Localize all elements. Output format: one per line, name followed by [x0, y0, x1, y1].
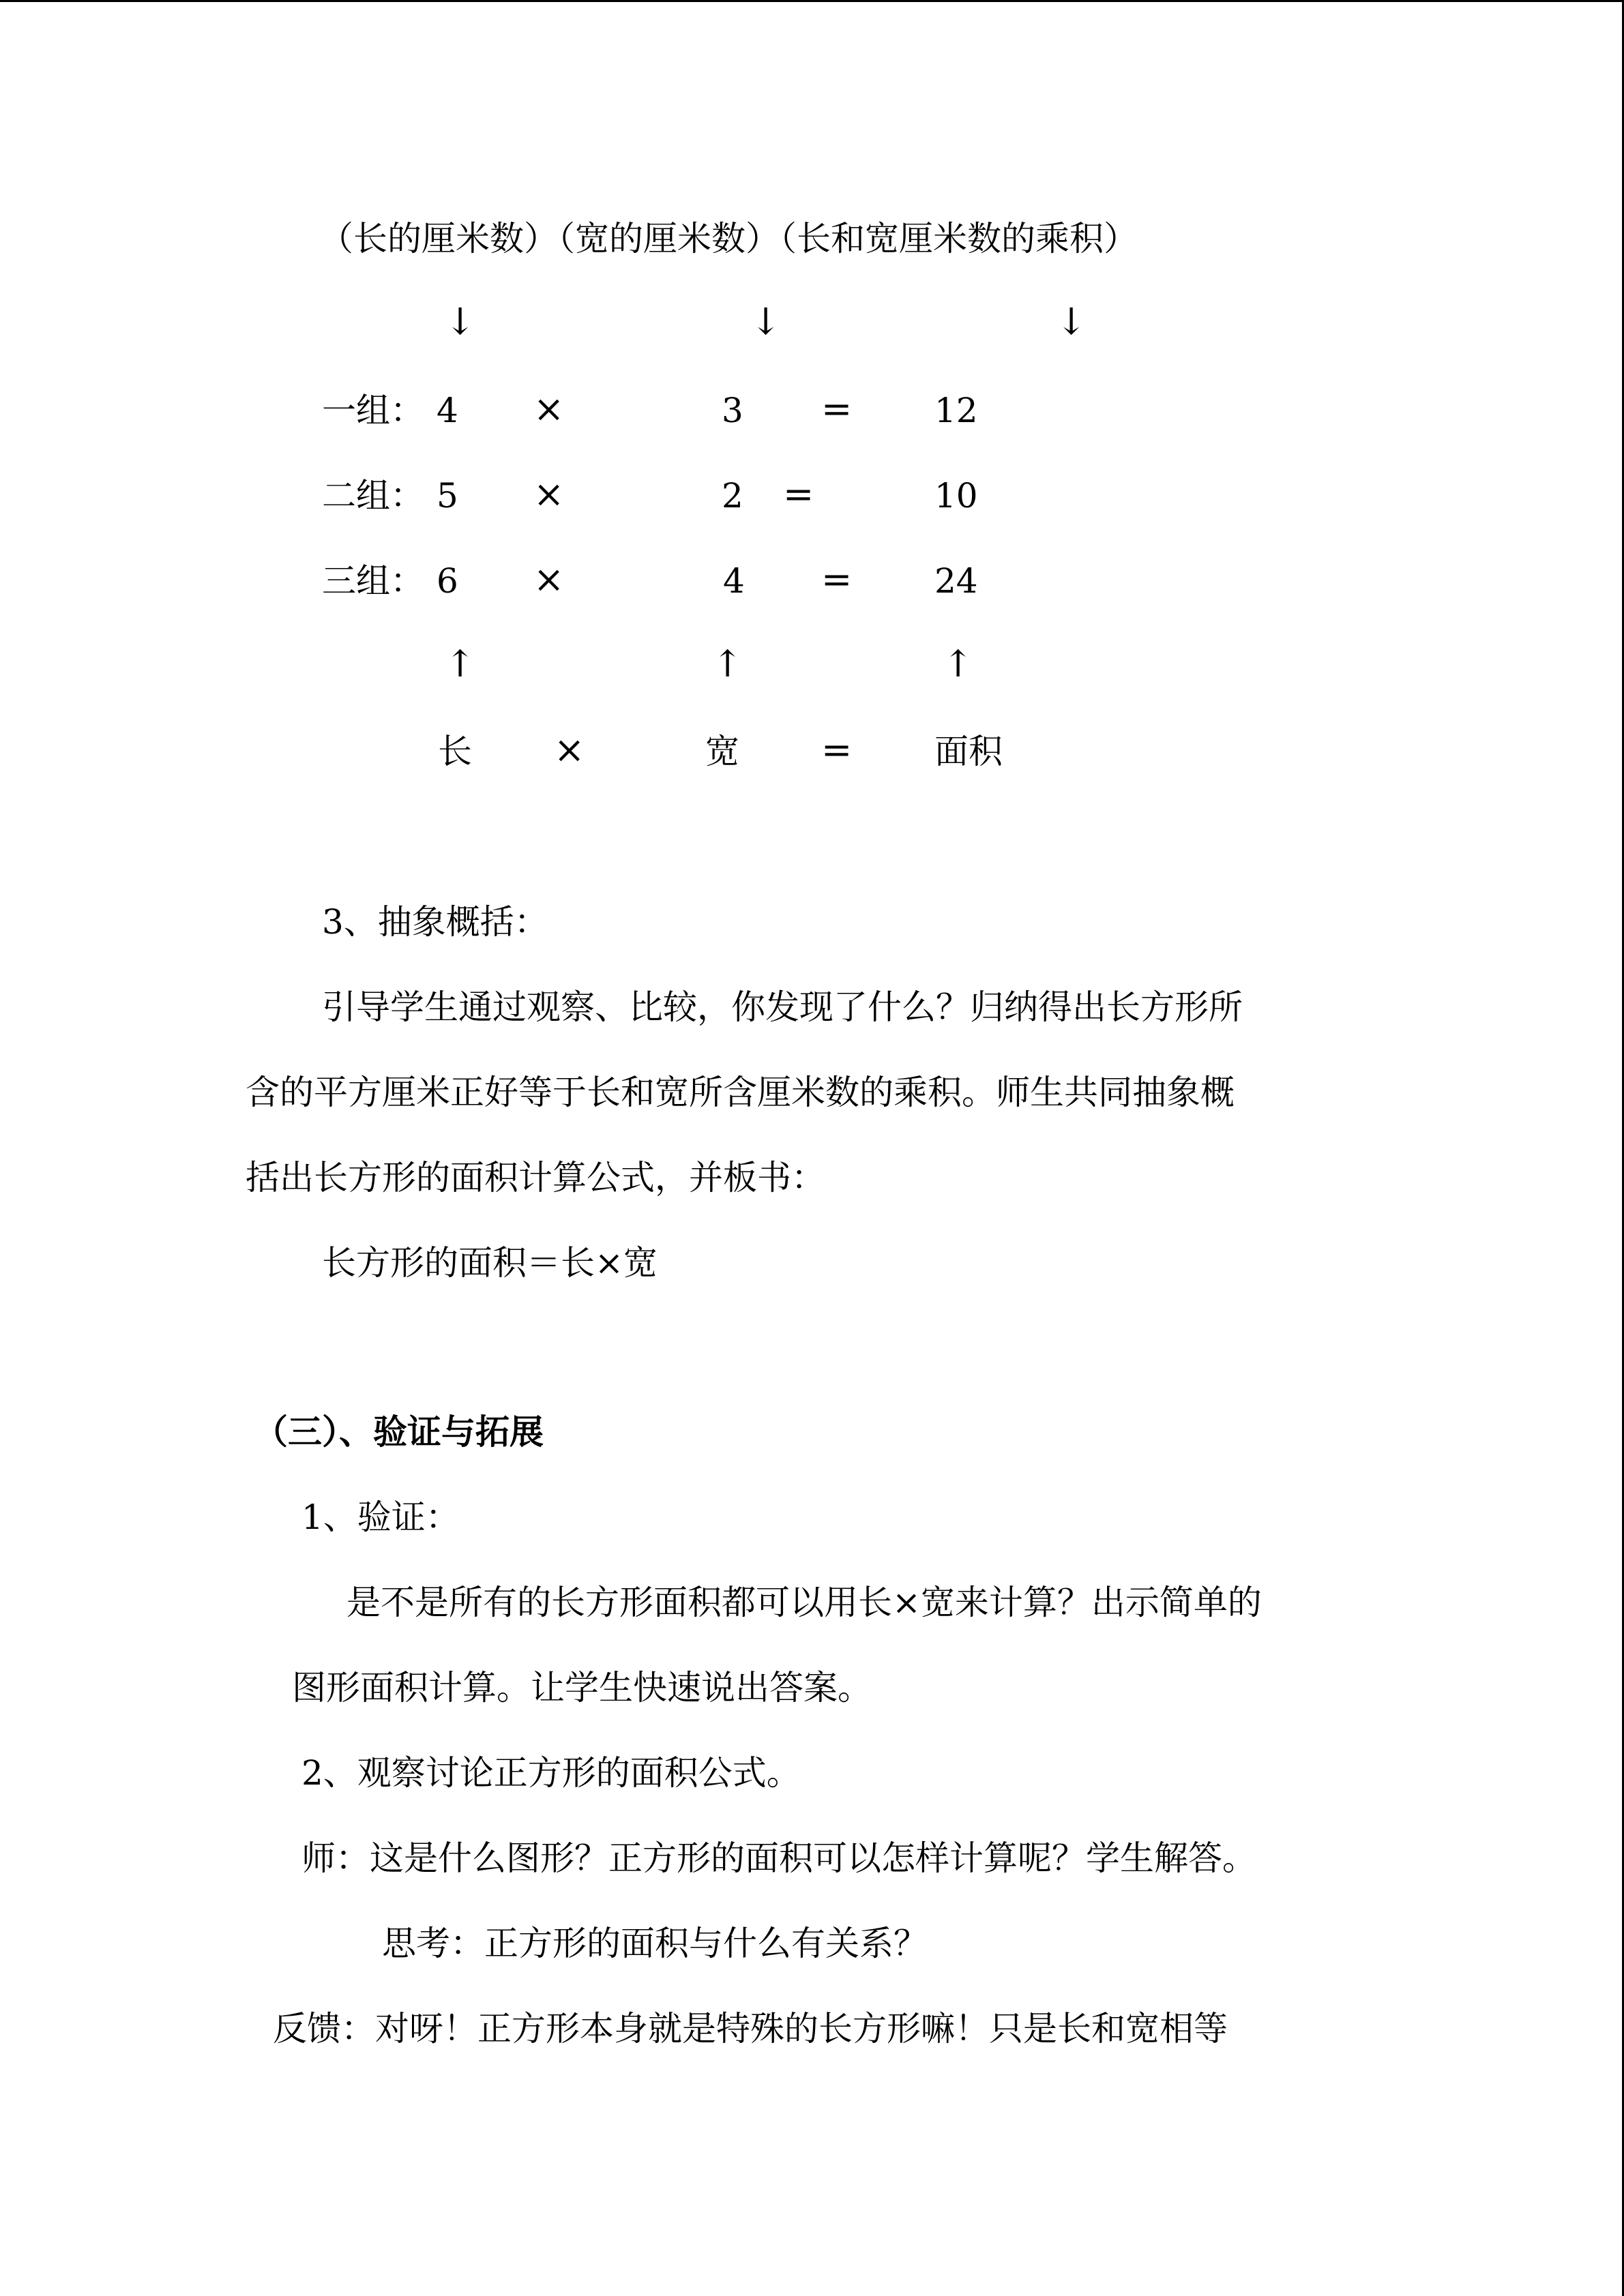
group-width: 4 [723, 561, 745, 601]
times-sign: × [533, 558, 565, 601]
up-arrow-icon: ↑ [445, 642, 476, 685]
down-arrow-icon: ↓ [750, 300, 782, 343]
equals-sign: = [821, 728, 853, 771]
group-label: 二组： [322, 476, 424, 516]
teacher-line: 师：这是什么图形？正方形的面积可以怎样计算呢？学生解答。 [301, 1838, 1256, 1878]
section-heading: （三）、验证与拓展 [254, 1412, 544, 1452]
down-arrow-icon: ↓ [445, 300, 476, 343]
formula-length-word: 长 [438, 732, 472, 771]
up-arrow-icon: ↑ [943, 642, 974, 685]
rectangle-area-formula: 长方形的面积＝长×宽 [322, 1243, 658, 1283]
times-sign: × [554, 728, 585, 771]
column-header-line: （长的厘米数）（宽的厘米数）（长和宽厘米数的乘积） [319, 219, 1138, 258]
group-length: 5 [437, 476, 458, 516]
step3-title: 3、抽象概括： [322, 902, 548, 942]
formula-width-word: 宽 [705, 732, 739, 771]
page-frame-top [0, 0, 1624, 2]
group-width: 3 [722, 391, 743, 430]
formula-area-word: 面积 [934, 732, 1003, 771]
group-label: 三组： [322, 561, 424, 601]
equals-sign: = [821, 558, 853, 601]
group-area: 24 [934, 561, 978, 601]
think-line: 思考：正方形的面积与什么有关系？ [382, 1924, 928, 1963]
equals-sign: = [821, 387, 853, 430]
observe-title: 2、观察讨论正方形的面积公式。 [301, 1753, 801, 1793]
step3-paragraph-line: 引导学生通过观察、比较，你发现了什么？归纳得出长方形所 [322, 987, 1243, 1027]
verify-paragraph-line: 是不是所有的长方形面积都可以用长×宽来计算？出示简单的 [346, 1583, 1262, 1622]
verify-title: 1、验证： [301, 1497, 460, 1537]
group-width: 2 [722, 476, 743, 516]
feedback-line: 反馈：对呀！正方形本身就是特殊的长方形嘛！只是长和宽相等 [273, 2009, 1228, 2048]
step3-paragraph-line: 括出长方形的面积计算公式，并板书： [246, 1158, 825, 1197]
group-length: 6 [437, 561, 458, 601]
up-arrow-icon: ↑ [712, 642, 743, 685]
times-sign: × [533, 473, 565, 516]
group-label: 一组： [322, 391, 424, 430]
step3-paragraph-line: 含的平方厘米正好等于长和宽所含厘米数的乘积。师生共同抽象概 [246, 1073, 1235, 1112]
group-area: 12 [934, 391, 978, 430]
down-arrow-icon: ↓ [1056, 300, 1087, 343]
group-length: 4 [437, 391, 458, 430]
group-area: 10 [934, 476, 978, 516]
times-sign: × [533, 387, 565, 430]
verify-paragraph-line: 图形面积计算。让学生快速说出答案。 [292, 1668, 872, 1708]
equals-sign: = [783, 473, 814, 516]
